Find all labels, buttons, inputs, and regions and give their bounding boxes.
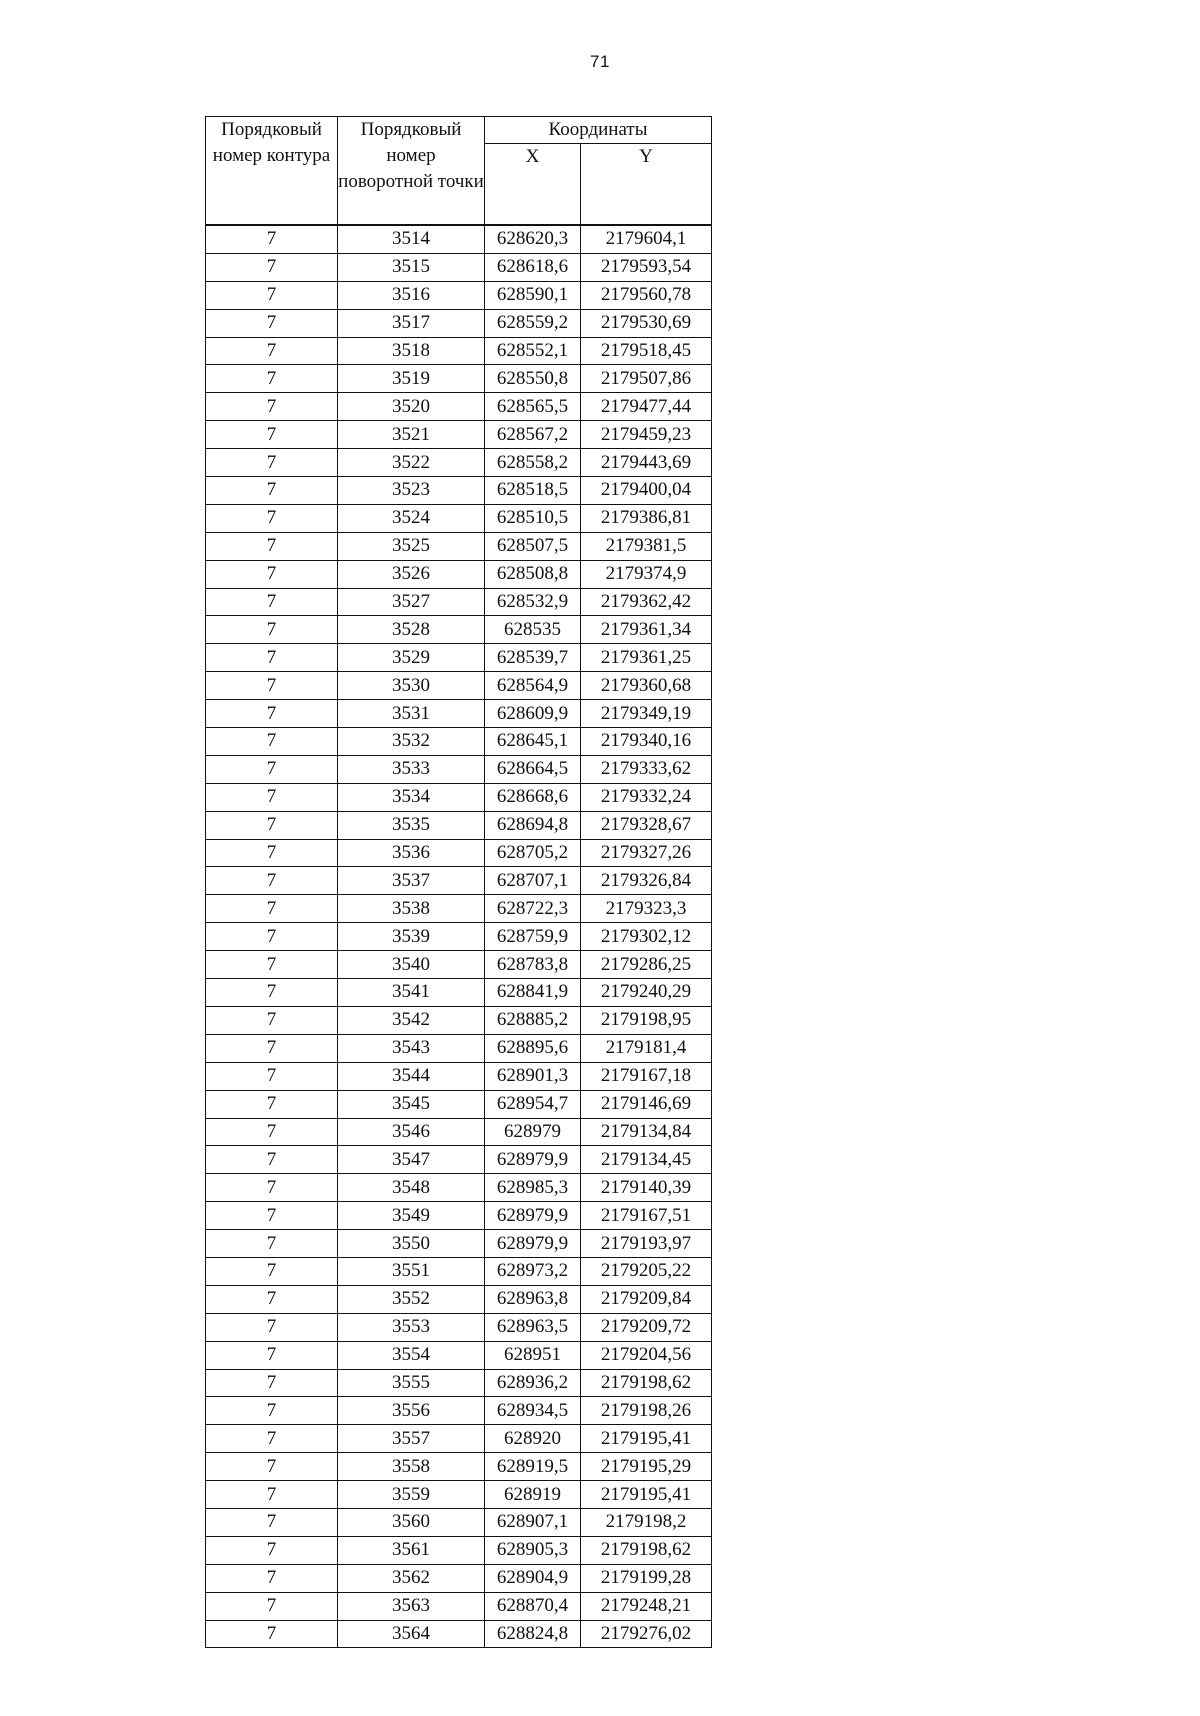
table-row bbox=[206, 839, 712, 867]
y-coordinate-cell: 2179134,84 bbox=[581, 1118, 712, 1146]
contour-number-cell: 7 bbox=[206, 1592, 338, 1620]
y-coordinate-cell: 2179181,4 bbox=[581, 1034, 712, 1062]
point-number-cell: 3520 bbox=[338, 393, 485, 421]
table-row bbox=[206, 728, 712, 756]
point-number-cell: 3528 bbox=[338, 616, 485, 644]
y-coordinate-cell: 2179326,84 bbox=[581, 867, 712, 895]
point-number-cell: 3538 bbox=[338, 895, 485, 923]
x-coordinate-cell: 628759,9 bbox=[485, 923, 581, 951]
contour-number-cell: 7 bbox=[206, 365, 338, 393]
x-coordinate-cell: 628895,6 bbox=[485, 1034, 581, 1062]
x-coordinate-cell: 628885,2 bbox=[485, 1006, 581, 1034]
y-coordinate-cell: 2179209,72 bbox=[581, 1313, 712, 1341]
point-number-cell: 3535 bbox=[338, 811, 485, 839]
x-coordinate-cell: 628905,3 bbox=[485, 1536, 581, 1564]
x-coordinate-cell: 628963,8 bbox=[485, 1285, 581, 1313]
point-number-cell: 3540 bbox=[338, 951, 485, 979]
table-row bbox=[206, 755, 712, 783]
point-number-cell: 3559 bbox=[338, 1481, 485, 1509]
table-row bbox=[206, 281, 712, 309]
x-coordinate-cell: 628565,5 bbox=[485, 393, 581, 421]
y-coordinate-cell: 2179381,5 bbox=[581, 532, 712, 560]
point-number-cell: 3549 bbox=[338, 1202, 485, 1230]
table-row bbox=[206, 923, 712, 951]
point-number-cell: 3517 bbox=[338, 309, 485, 337]
table-row bbox=[206, 365, 712, 393]
y-coordinate-cell: 2179323,3 bbox=[581, 895, 712, 923]
table-row bbox=[206, 504, 712, 532]
page-number: 71 bbox=[590, 52, 610, 71]
point-number-cell: 3523 bbox=[338, 477, 485, 505]
contour-number-cell: 7 bbox=[206, 1564, 338, 1592]
y-coordinate-cell: 2179195,29 bbox=[581, 1453, 712, 1481]
contour-number-cell: 7 bbox=[206, 1257, 338, 1285]
x-coordinate-cell: 628954,7 bbox=[485, 1090, 581, 1118]
x-coordinate-cell: 628919,5 bbox=[485, 1453, 581, 1481]
table-row bbox=[206, 1397, 712, 1425]
contour-number-cell: 7 bbox=[206, 1118, 338, 1146]
table-row bbox=[206, 951, 712, 979]
table-row bbox=[206, 560, 712, 588]
y-coordinate-cell: 2179140,39 bbox=[581, 1174, 712, 1202]
y-coordinate-cell: 2179167,18 bbox=[581, 1062, 712, 1090]
x-coordinate-cell: 628508,8 bbox=[485, 560, 581, 588]
y-coordinate-cell: 2179507,86 bbox=[581, 365, 712, 393]
point-number-cell: 3527 bbox=[338, 588, 485, 616]
y-coordinate-cell: 2179134,45 bbox=[581, 1146, 712, 1174]
point-number-cell: 3552 bbox=[338, 1285, 485, 1313]
contour-number-cell: 7 bbox=[206, 225, 338, 253]
point-number-cell: 3530 bbox=[338, 672, 485, 700]
point-number-cell: 3529 bbox=[338, 644, 485, 672]
table-row bbox=[206, 1592, 712, 1620]
y-coordinate-cell: 2179167,51 bbox=[581, 1202, 712, 1230]
table-row bbox=[206, 783, 712, 811]
x-coordinate-cell: 628567,2 bbox=[485, 421, 581, 449]
y-coordinate-cell: 2179328,67 bbox=[581, 811, 712, 839]
x-coordinate-cell: 628618,6 bbox=[485, 253, 581, 281]
header-y: Y bbox=[581, 144, 712, 226]
x-coordinate-cell: 628620,3 bbox=[485, 225, 581, 253]
x-coordinate-cell: 628564,9 bbox=[485, 672, 581, 700]
x-coordinate-cell: 628904,9 bbox=[485, 1564, 581, 1592]
contour-number-cell: 7 bbox=[206, 1620, 338, 1648]
x-coordinate-cell: 628979 bbox=[485, 1118, 581, 1146]
table-row bbox=[206, 1564, 712, 1592]
y-coordinate-cell: 2179333,62 bbox=[581, 755, 712, 783]
point-number-cell: 3541 bbox=[338, 979, 485, 1007]
y-coordinate-cell: 2179400,04 bbox=[581, 477, 712, 505]
header-contour-number: Порядковый номер контура bbox=[206, 117, 338, 226]
y-coordinate-cell: 2179240,29 bbox=[581, 979, 712, 1007]
x-coordinate-cell: 628985,3 bbox=[485, 1174, 581, 1202]
point-number-cell: 3545 bbox=[338, 1090, 485, 1118]
x-coordinate-cell: 628979,9 bbox=[485, 1146, 581, 1174]
x-coordinate-cell: 628559,2 bbox=[485, 309, 581, 337]
point-number-cell: 3551 bbox=[338, 1257, 485, 1285]
table-row bbox=[206, 532, 712, 560]
point-number-cell: 3542 bbox=[338, 1006, 485, 1034]
x-coordinate-cell: 628558,2 bbox=[485, 449, 581, 477]
contour-number-cell: 7 bbox=[206, 1397, 338, 1425]
x-coordinate-cell: 628694,8 bbox=[485, 811, 581, 839]
point-number-cell: 3526 bbox=[338, 560, 485, 588]
point-number-cell: 3562 bbox=[338, 1564, 485, 1592]
x-coordinate-cell: 628901,3 bbox=[485, 1062, 581, 1090]
contour-number-cell: 7 bbox=[206, 1230, 338, 1258]
table-row bbox=[206, 477, 712, 505]
x-coordinate-cell: 628919 bbox=[485, 1481, 581, 1509]
header-coordinates: Координаты bbox=[485, 117, 712, 144]
table-row bbox=[206, 644, 712, 672]
y-coordinate-cell: 2179286,25 bbox=[581, 951, 712, 979]
contour-number-cell: 7 bbox=[206, 700, 338, 728]
contour-number-cell: 7 bbox=[206, 867, 338, 895]
table-row bbox=[206, 895, 712, 923]
x-coordinate-cell: 628907,1 bbox=[485, 1508, 581, 1536]
x-coordinate-cell: 628870,4 bbox=[485, 1592, 581, 1620]
contour-number-cell: 7 bbox=[206, 337, 338, 365]
contour-number-cell: 7 bbox=[206, 979, 338, 1007]
point-number-cell: 3518 bbox=[338, 337, 485, 365]
y-coordinate-cell: 2179205,22 bbox=[581, 1257, 712, 1285]
table-row bbox=[206, 1146, 712, 1174]
x-coordinate-cell: 628664,5 bbox=[485, 755, 581, 783]
x-coordinate-cell: 628705,2 bbox=[485, 839, 581, 867]
contour-number-cell: 7 bbox=[206, 1341, 338, 1369]
y-coordinate-cell: 2179198,26 bbox=[581, 1397, 712, 1425]
x-coordinate-cell: 628510,5 bbox=[485, 504, 581, 532]
point-number-cell: 3514 bbox=[338, 225, 485, 253]
x-coordinate-cell: 628936,2 bbox=[485, 1369, 581, 1397]
point-number-cell: 3558 bbox=[338, 1453, 485, 1481]
y-coordinate-cell: 2179195,41 bbox=[581, 1425, 712, 1453]
table-row bbox=[206, 1425, 712, 1453]
contour-number-cell: 7 bbox=[206, 1508, 338, 1536]
table-row bbox=[206, 1341, 712, 1369]
contour-number-cell: 7 bbox=[206, 951, 338, 979]
y-coordinate-cell: 2179198,62 bbox=[581, 1536, 712, 1564]
y-coordinate-cell: 2179604,1 bbox=[581, 225, 712, 253]
contour-number-cell: 7 bbox=[206, 728, 338, 756]
x-coordinate-cell: 628707,1 bbox=[485, 867, 581, 895]
y-coordinate-cell: 2179195,41 bbox=[581, 1481, 712, 1509]
table-row bbox=[206, 700, 712, 728]
y-coordinate-cell: 2179443,69 bbox=[581, 449, 712, 477]
contour-number-cell: 7 bbox=[206, 783, 338, 811]
contour-number-cell: 7 bbox=[206, 672, 338, 700]
y-coordinate-cell: 2179530,69 bbox=[581, 309, 712, 337]
table-header bbox=[206, 117, 712, 226]
x-coordinate-cell: 628532,9 bbox=[485, 588, 581, 616]
point-number-cell: 3533 bbox=[338, 755, 485, 783]
y-coordinate-cell: 2179340,16 bbox=[581, 728, 712, 756]
point-number-cell: 3534 bbox=[338, 783, 485, 811]
x-coordinate-cell: 628539,7 bbox=[485, 644, 581, 672]
coordinates-table bbox=[205, 116, 712, 1648]
point-number-cell: 3524 bbox=[338, 504, 485, 532]
x-coordinate-cell: 628645,1 bbox=[485, 728, 581, 756]
table-row bbox=[206, 979, 712, 1007]
y-coordinate-cell: 2179209,84 bbox=[581, 1285, 712, 1313]
contour-number-cell: 7 bbox=[206, 1174, 338, 1202]
header-x: X bbox=[485, 144, 581, 226]
contour-number-cell: 7 bbox=[206, 504, 338, 532]
x-coordinate-cell: 628920 bbox=[485, 1425, 581, 1453]
point-number-cell: 3515 bbox=[338, 253, 485, 281]
table-row bbox=[206, 1620, 712, 1648]
point-number-cell: 3550 bbox=[338, 1230, 485, 1258]
table-row bbox=[206, 1453, 712, 1481]
point-number-cell: 3560 bbox=[338, 1508, 485, 1536]
x-coordinate-cell: 628590,1 bbox=[485, 281, 581, 309]
x-coordinate-cell: 628824,8 bbox=[485, 1620, 581, 1648]
contour-number-cell: 7 bbox=[206, 1006, 338, 1034]
x-coordinate-cell: 628507,5 bbox=[485, 532, 581, 560]
contour-number-cell: 7 bbox=[206, 449, 338, 477]
x-coordinate-cell: 628963,5 bbox=[485, 1313, 581, 1341]
contour-number-cell: 7 bbox=[206, 1536, 338, 1564]
table-row bbox=[206, 337, 712, 365]
point-number-cell: 3561 bbox=[338, 1536, 485, 1564]
table-row bbox=[206, 1285, 712, 1313]
point-number-cell: 3564 bbox=[338, 1620, 485, 1648]
y-coordinate-cell: 2179198,62 bbox=[581, 1369, 712, 1397]
y-coordinate-cell: 2179146,69 bbox=[581, 1090, 712, 1118]
x-coordinate-cell: 628951 bbox=[485, 1341, 581, 1369]
point-number-cell: 3532 bbox=[338, 728, 485, 756]
contour-number-cell: 7 bbox=[206, 532, 338, 560]
y-coordinate-cell: 2179193,97 bbox=[581, 1230, 712, 1258]
x-coordinate-cell: 628973,2 bbox=[485, 1257, 581, 1285]
table-row bbox=[206, 811, 712, 839]
y-coordinate-cell: 2179361,34 bbox=[581, 616, 712, 644]
table-row bbox=[206, 449, 712, 477]
table-row bbox=[206, 1481, 712, 1509]
table-body bbox=[206, 225, 712, 1648]
y-coordinate-cell: 2179593,54 bbox=[581, 253, 712, 281]
x-coordinate-cell: 628979,9 bbox=[485, 1202, 581, 1230]
contour-number-cell: 7 bbox=[206, 755, 338, 783]
table-row bbox=[206, 1508, 712, 1536]
contour-number-cell: 7 bbox=[206, 1369, 338, 1397]
contour-number-cell: 7 bbox=[206, 588, 338, 616]
y-coordinate-cell: 2179360,68 bbox=[581, 672, 712, 700]
table-row bbox=[206, 1062, 712, 1090]
y-coordinate-cell: 2179332,24 bbox=[581, 783, 712, 811]
point-number-cell: 3548 bbox=[338, 1174, 485, 1202]
table-row bbox=[206, 1369, 712, 1397]
table-row bbox=[206, 225, 712, 253]
point-number-cell: 3519 bbox=[338, 365, 485, 393]
contour-number-cell: 7 bbox=[206, 1202, 338, 1230]
point-number-cell: 3525 bbox=[338, 532, 485, 560]
x-coordinate-cell: 628979,9 bbox=[485, 1230, 581, 1258]
contour-number-cell: 7 bbox=[206, 281, 338, 309]
x-coordinate-cell: 628934,5 bbox=[485, 1397, 581, 1425]
contour-number-cell: 7 bbox=[206, 1313, 338, 1341]
point-number-cell: 3547 bbox=[338, 1146, 485, 1174]
table-row bbox=[206, 393, 712, 421]
table-row bbox=[206, 1006, 712, 1034]
contour-number-cell: 7 bbox=[206, 616, 338, 644]
contour-number-cell: 7 bbox=[206, 1425, 338, 1453]
table-row bbox=[206, 1090, 712, 1118]
table-row bbox=[206, 588, 712, 616]
table-row bbox=[206, 421, 712, 449]
contour-number-cell: 7 bbox=[206, 477, 338, 505]
y-coordinate-cell: 2179386,81 bbox=[581, 504, 712, 532]
y-coordinate-cell: 2179276,02 bbox=[581, 1620, 712, 1648]
y-coordinate-cell: 2179198,95 bbox=[581, 1006, 712, 1034]
x-coordinate-cell: 628550,8 bbox=[485, 365, 581, 393]
table-row bbox=[206, 1202, 712, 1230]
point-number-cell: 3522 bbox=[338, 449, 485, 477]
contour-number-cell: 7 bbox=[206, 1146, 338, 1174]
y-coordinate-cell: 2179349,19 bbox=[581, 700, 712, 728]
contour-number-cell: 7 bbox=[206, 253, 338, 281]
y-coordinate-cell: 2179198,2 bbox=[581, 1508, 712, 1536]
y-coordinate-cell: 2179327,26 bbox=[581, 839, 712, 867]
x-coordinate-cell: 628722,3 bbox=[485, 895, 581, 923]
x-coordinate-cell: 628668,6 bbox=[485, 783, 581, 811]
contour-number-cell: 7 bbox=[206, 1285, 338, 1313]
contour-number-cell: 7 bbox=[206, 560, 338, 588]
contour-number-cell: 7 bbox=[206, 923, 338, 951]
x-coordinate-cell: 628841,9 bbox=[485, 979, 581, 1007]
table-row bbox=[206, 867, 712, 895]
point-number-cell: 3557 bbox=[338, 1425, 485, 1453]
point-number-cell: 3516 bbox=[338, 281, 485, 309]
contour-number-cell: 7 bbox=[206, 393, 338, 421]
point-number-cell: 3544 bbox=[338, 1062, 485, 1090]
y-coordinate-cell: 2179477,44 bbox=[581, 393, 712, 421]
y-coordinate-cell: 2179518,45 bbox=[581, 337, 712, 365]
point-number-cell: 3546 bbox=[338, 1118, 485, 1146]
table-row bbox=[206, 1118, 712, 1146]
point-number-cell: 3543 bbox=[338, 1034, 485, 1062]
contour-number-cell: 7 bbox=[206, 1034, 338, 1062]
table-row bbox=[206, 672, 712, 700]
y-coordinate-cell: 2179204,56 bbox=[581, 1341, 712, 1369]
y-coordinate-cell: 2179459,23 bbox=[581, 421, 712, 449]
y-coordinate-cell: 2179199,28 bbox=[581, 1564, 712, 1592]
y-coordinate-cell: 2179302,12 bbox=[581, 923, 712, 951]
contour-number-cell: 7 bbox=[206, 1062, 338, 1090]
x-coordinate-cell: 628535 bbox=[485, 616, 581, 644]
y-coordinate-cell: 2179361,25 bbox=[581, 644, 712, 672]
contour-number-cell: 7 bbox=[206, 309, 338, 337]
y-coordinate-cell: 2179362,42 bbox=[581, 588, 712, 616]
header-point-number: Порядковый номер поворотной точки bbox=[338, 117, 485, 226]
y-coordinate-cell: 2179374,9 bbox=[581, 560, 712, 588]
table-row bbox=[206, 1313, 712, 1341]
point-number-cell: 3563 bbox=[338, 1592, 485, 1620]
contour-number-cell: 7 bbox=[206, 839, 338, 867]
point-number-cell: 3539 bbox=[338, 923, 485, 951]
point-number-cell: 3536 bbox=[338, 839, 485, 867]
x-coordinate-cell: 628518,5 bbox=[485, 477, 581, 505]
contour-number-cell: 7 bbox=[206, 1090, 338, 1118]
point-number-cell: 3555 bbox=[338, 1369, 485, 1397]
point-number-cell: 3531 bbox=[338, 700, 485, 728]
table-row bbox=[206, 1174, 712, 1202]
table-row bbox=[206, 1536, 712, 1564]
y-coordinate-cell: 2179248,21 bbox=[581, 1592, 712, 1620]
table-row bbox=[206, 1230, 712, 1258]
table-row bbox=[206, 1257, 712, 1285]
point-number-cell: 3521 bbox=[338, 421, 485, 449]
table-row bbox=[206, 616, 712, 644]
point-number-cell: 3553 bbox=[338, 1313, 485, 1341]
point-number-cell: 3554 bbox=[338, 1341, 485, 1369]
table-row bbox=[206, 253, 712, 281]
y-coordinate-cell: 2179560,78 bbox=[581, 281, 712, 309]
contour-number-cell: 7 bbox=[206, 644, 338, 672]
contour-number-cell: 7 bbox=[206, 895, 338, 923]
point-number-cell: 3537 bbox=[338, 867, 485, 895]
x-coordinate-cell: 628783,8 bbox=[485, 951, 581, 979]
x-coordinate-cell: 628552,1 bbox=[485, 337, 581, 365]
contour-number-cell: 7 bbox=[206, 1453, 338, 1481]
contour-number-cell: 7 bbox=[206, 421, 338, 449]
table-row bbox=[206, 1034, 712, 1062]
contour-number-cell: 7 bbox=[206, 1481, 338, 1509]
contour-number-cell: 7 bbox=[206, 811, 338, 839]
table-row bbox=[206, 309, 712, 337]
x-coordinate-cell: 628609,9 bbox=[485, 700, 581, 728]
point-number-cell: 3556 bbox=[338, 1397, 485, 1425]
